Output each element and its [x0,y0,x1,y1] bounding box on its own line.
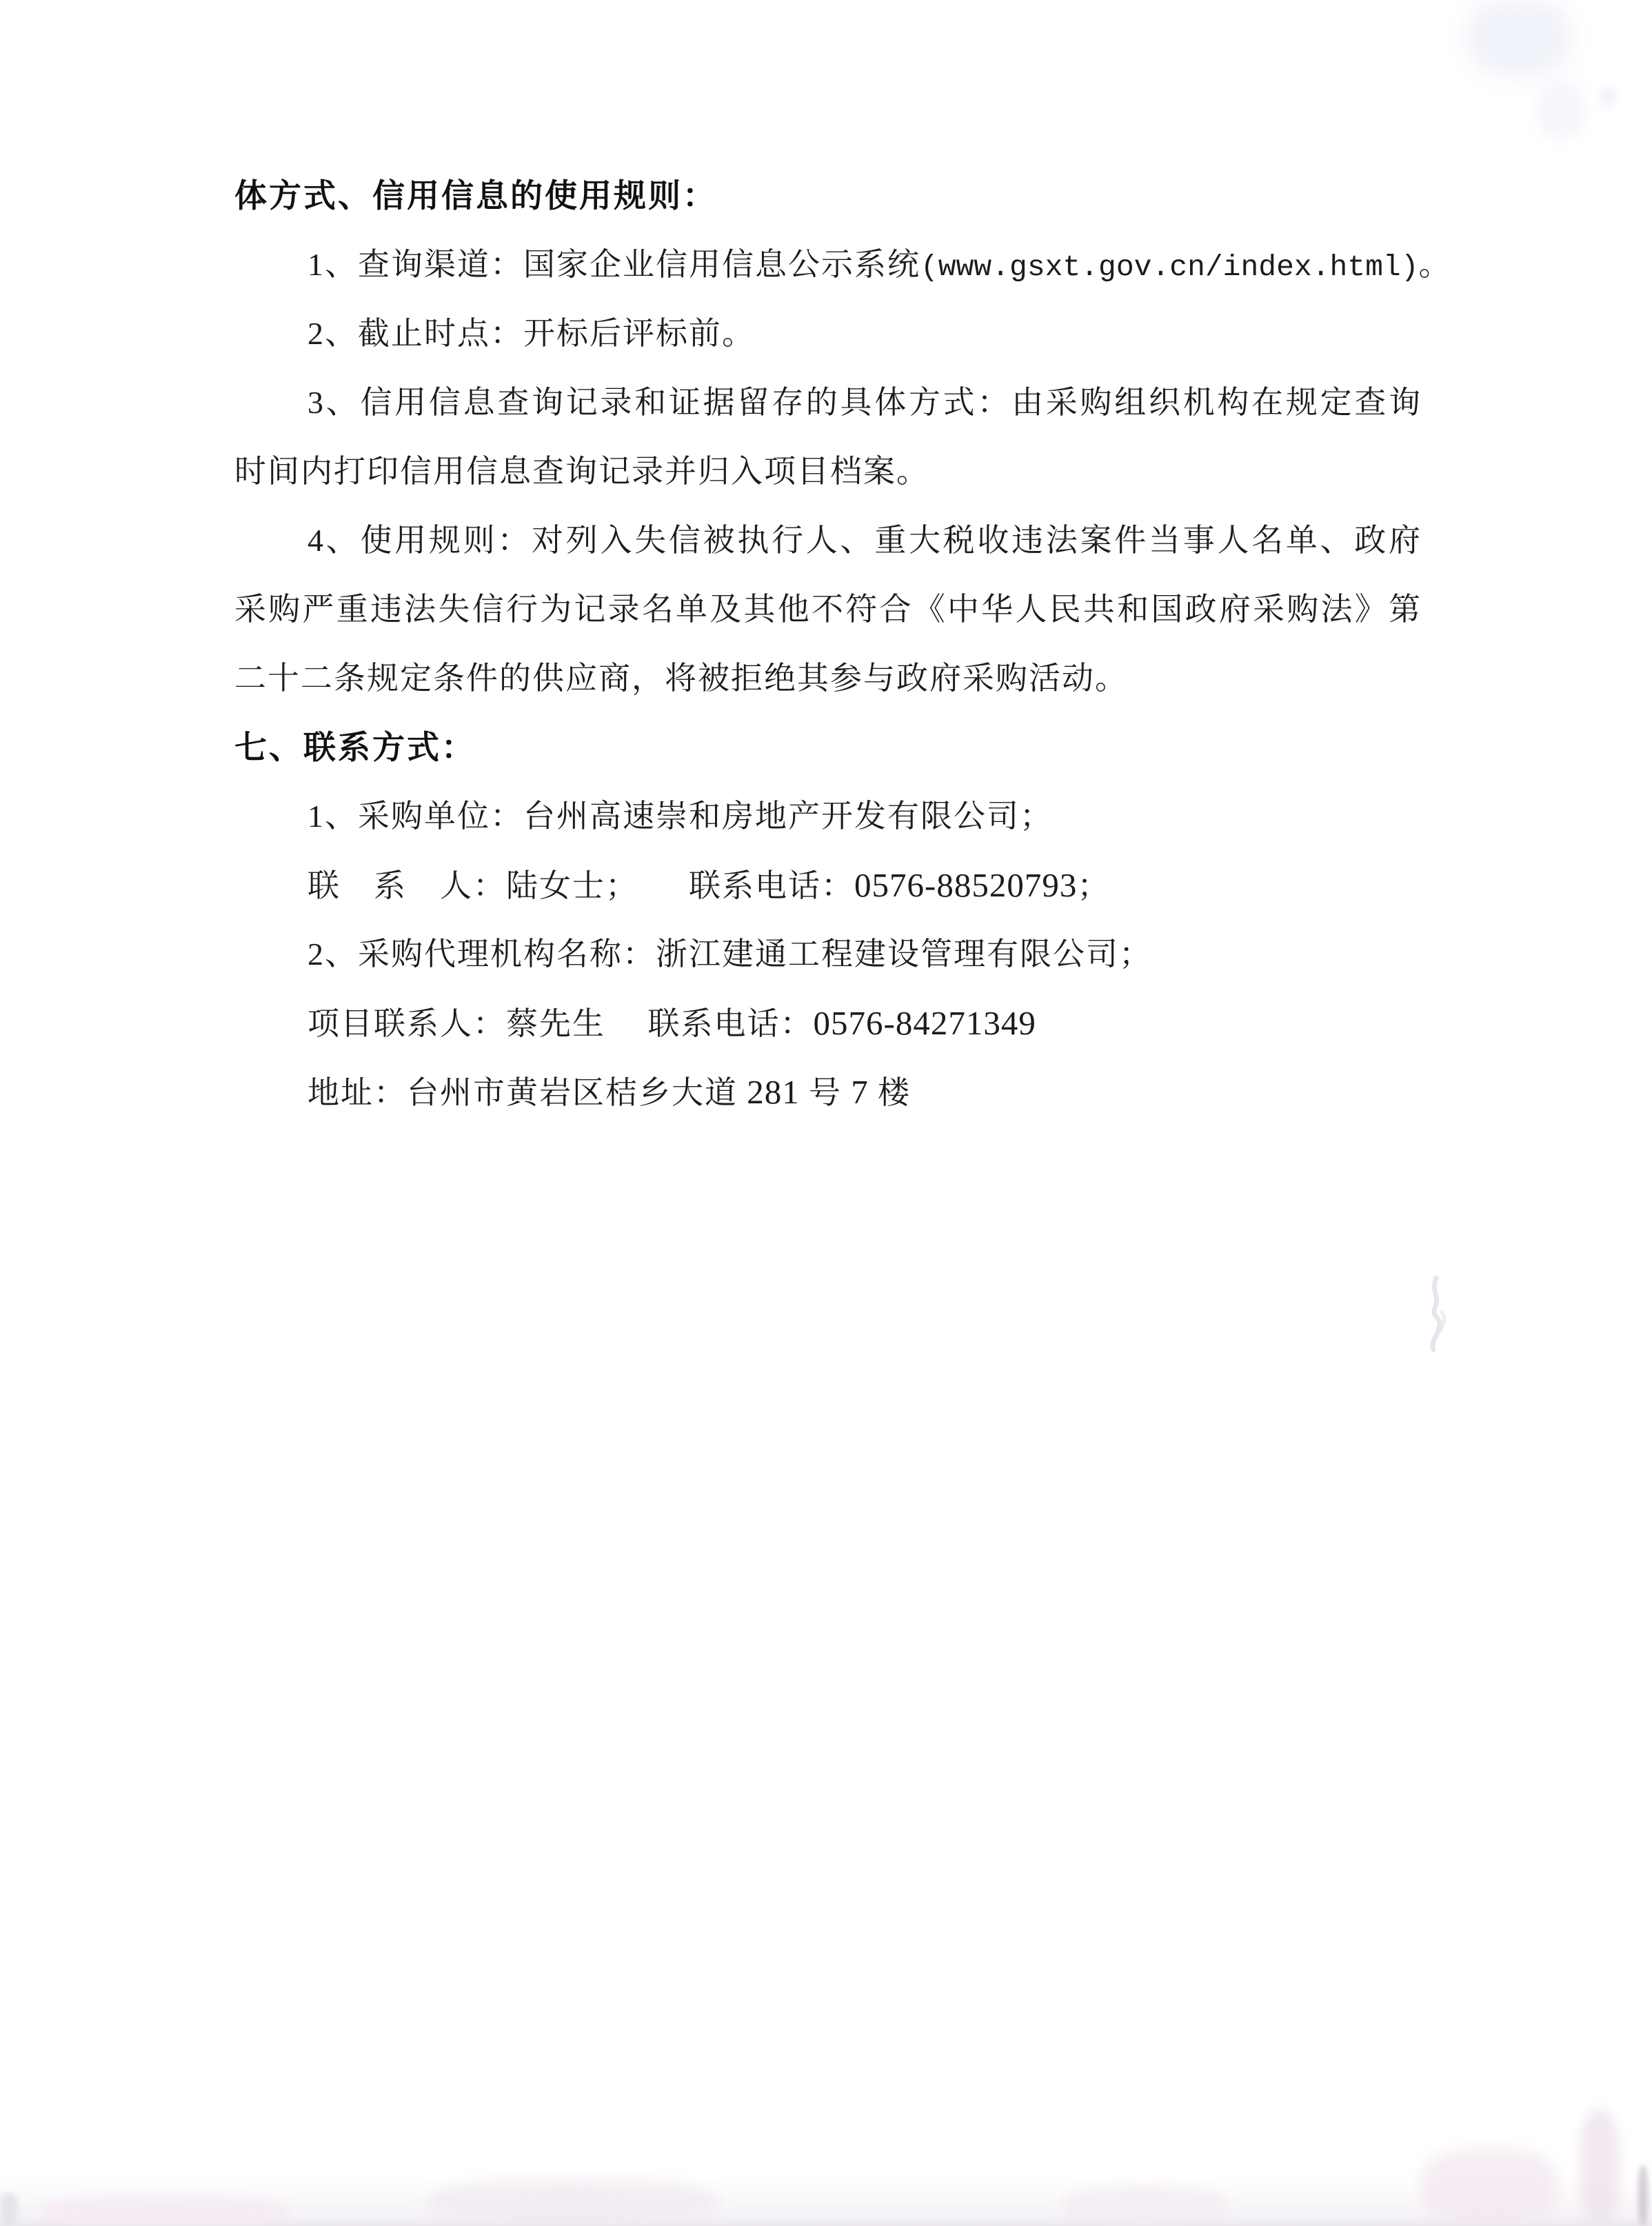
text-segment: 0576-84271349 [813,1004,1036,1042]
scan-artifact [41,2196,290,2226]
text-line [234,368,1422,437]
text-segment: 体方式、信用信息的使用规则： [234,177,717,214]
scan-artifact-squiggle [1410,1272,1458,1355]
text-segment: 2、采购代理机构名称：浙江建通工程建设管理有限公司； [308,936,1152,972]
text-segment: 号 [809,1075,842,1110]
scan-edge-band [0,2178,1652,2226]
text-segment: ； [1077,868,1111,903]
heading-line [234,161,1422,230]
text-segment: 2、截止时点：开标后评标前。 [308,316,755,351]
text-segment: 地址：台州市黄岩区桔乡大道 [308,1075,738,1110]
text-segment: 4、使用规则：对列入失信被执行人、重大税收违法案件当事人名单、政府 [308,523,1422,558]
text-segment: (www.gsxt.gov.cn/index.html) [920,250,1419,284]
text-line [234,1058,1422,1127]
text-line [234,989,1422,1058]
text-line [234,920,1422,989]
text-line [234,644,1422,713]
scan-artifact [1579,2110,1620,2226]
scan-artifact [1538,83,1586,138]
text-segment: 联 系 人：陆女士； 联系电话： [308,868,854,903]
text-line [234,506,1422,575]
text-segment: 1、查询渠道：国家企业信用信息公示系统 [308,247,920,282]
text-segment: 7 [842,1073,878,1111]
scan-artifact [1638,2165,1648,2226]
text-line [234,230,1452,299]
text-line [234,299,1422,368]
text-segment: 七、联系方式： [234,729,476,765]
text-segment: 二十二条规定条件的供应商，将被拒绝其参与政府采购活动。 [234,661,1128,696]
text-segment: 时间内打印信用信息查询记录并归入项目档案。 [234,454,929,489]
scan-artifact [1062,2186,1227,2226]
text-line [234,437,1422,506]
text-segment: 281 [738,1073,809,1111]
scan-artifact [1420,2148,1558,2226]
scan-artifact [1467,0,1571,76]
scan-artifact [1600,86,1615,107]
document-content [234,161,1452,1127]
scan-artifact [0,2193,18,2226]
text-segment: 3、信用信息查询记录和证据留存的具体方式：由采购组织机构在规定查询 [308,385,1422,420]
text-segment: 楼 [878,1075,911,1110]
text-segment: 项目联系人：蔡先生 联系电话： [308,1006,814,1041]
text-line [234,782,1422,851]
text-segment: 采购严重违法失信行为记录名单及其他不符合《中华人民共和国政府采购法》第 [234,592,1422,627]
scan-artifact [427,2179,717,2226]
text-segment: 。 [1418,247,1452,282]
text-line [234,575,1422,644]
text-line [234,851,1422,920]
heading-line [234,713,1422,782]
text-segment: 0576-88520793 [854,866,1078,904]
text-segment: 1、采购单位：台州高速崇和房地产开发有限公司； [308,799,1053,834]
